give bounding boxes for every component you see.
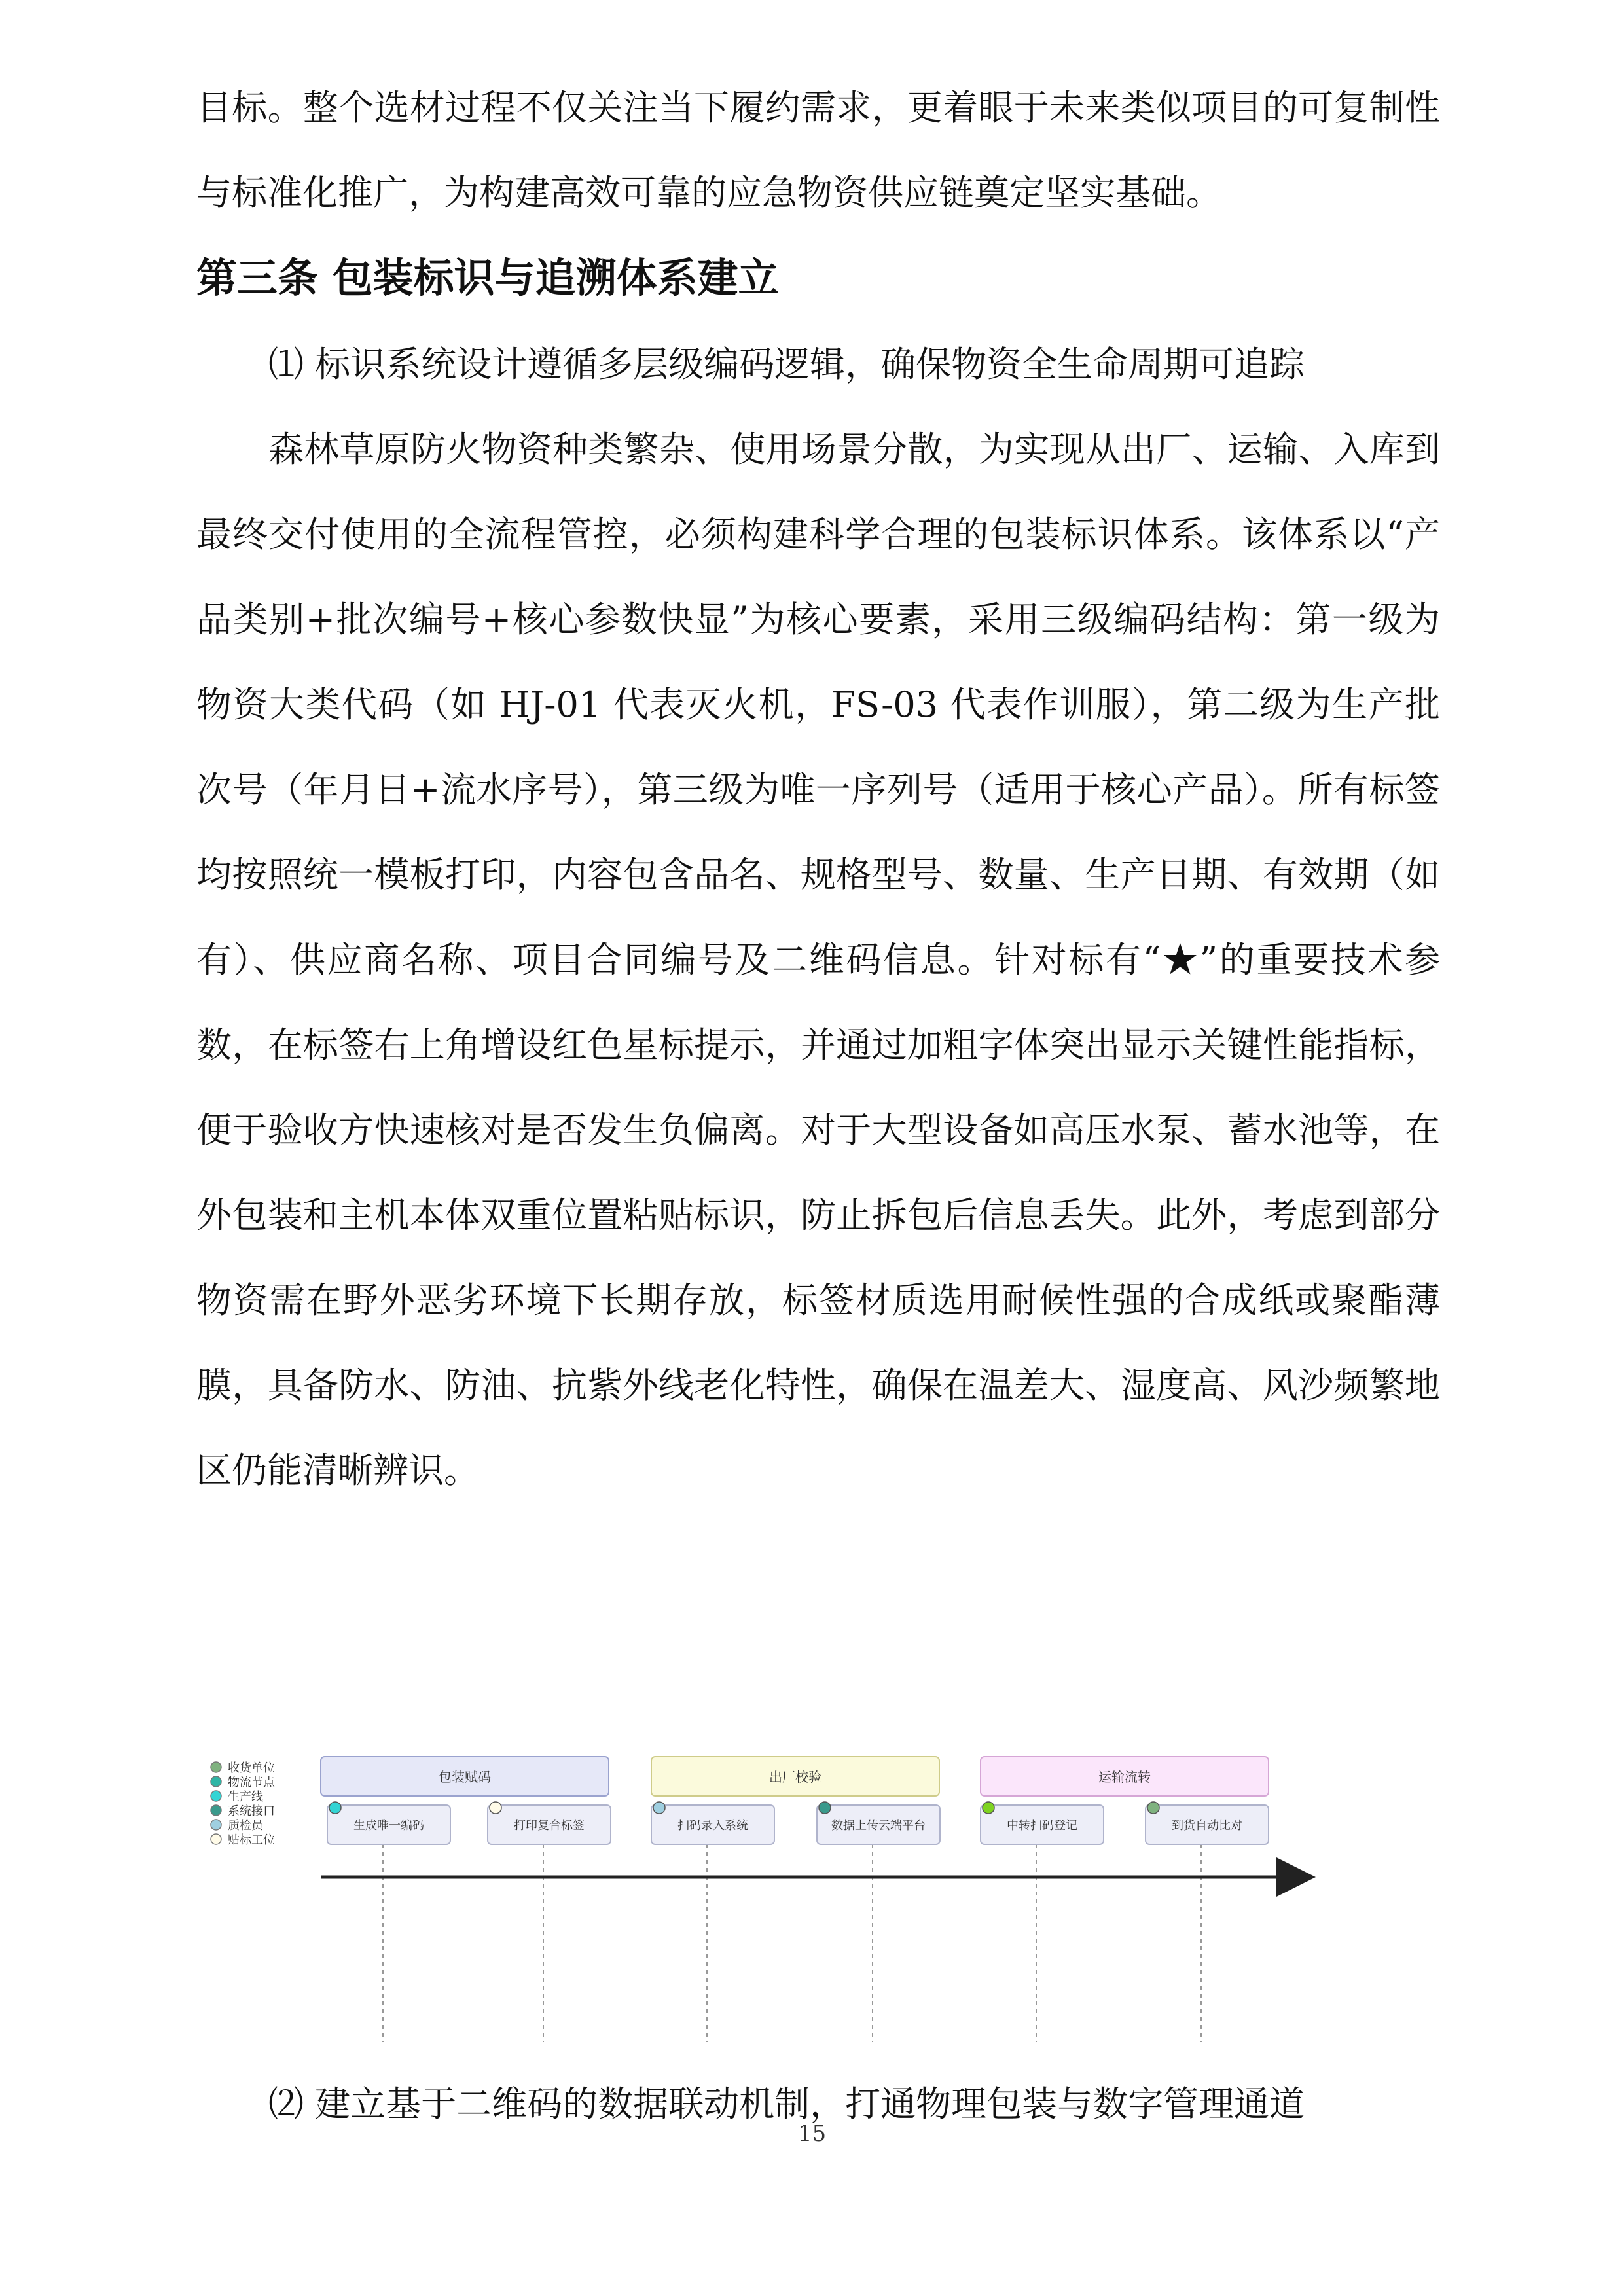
legend-dot bbox=[211, 1834, 221, 1844]
subsection-heading-2: ⑵ 建立基于二维码的数据联动机制，打通物理包装与数字管理通道 bbox=[268, 2083, 1305, 2125]
paragraph-main: 森林草原防火物资种类繁杂、使用场景分散，为实现从出厂、运输、入库到最终交付使用的全流程管控，必须构建科学合理的包装标识体系。该体系以“产品类别+批次编号+核心参数快显”为核心要素，采用三级编码结构：第一级为物资大类代码（如 HJ-01 代表灭火机，FS-03 代表作训服），第二级为生产批次号（年月日+流水序号），第三级为唯一序列号（适用于核心产品）。所有标签均按照统一模板打印，内容包含品名、规格型号、数量、生产日期、有效期（如有）、供应商名称、项目合同编号及二维码信息。针对标有“★”的重要技术参数，在标签右上角增设红色星标提示，并通过加粗字体突出显示关键性能指标，便于验收方快速核对是否发生负偏离。对于大型设备如高压水泵、蓄水池等，在外包装和主机本体双重位置粘贴标识，防止拆包后信息丢失。此外，考虑到部分物资需在野外恶劣环境下长期存放，标签材质选用耐候性强的合成纸或聚酯薄膜，具备防水、防油、抗紫外线老化特性，确保在温差大、湿度高、风沙频繁地区仍能清晰辨识。 bbox=[196, 429, 1440, 1491]
legend-label: 生产线 bbox=[228, 1790, 263, 1804]
timeline-diagram bbox=[0, 1728, 1624, 2094]
legend-dot bbox=[211, 1762, 221, 1772]
step-dot bbox=[1147, 1802, 1159, 1814]
legend-dot bbox=[211, 1805, 221, 1816]
legend-label: 收货单位 bbox=[228, 1761, 275, 1775]
legend-dot bbox=[211, 1776, 221, 1787]
step-label: 生成唯一编码 bbox=[353, 1819, 424, 1833]
paragraph-intro: 目标。整个选材过程不仅关注当下履约需求，更着眼于未来类似项目的可复制性与标准化推广，为构建高效可靠的应急物资供应链奠定坚实基础。 bbox=[196, 87, 1440, 213]
step-dot bbox=[819, 1802, 831, 1814]
step-dot bbox=[983, 1802, 994, 1814]
phase-label: 运输流转 bbox=[1098, 1769, 1151, 1785]
step-dot bbox=[329, 1802, 341, 1814]
legend-label: 贴标工位 bbox=[228, 1833, 275, 1847]
legend-dot bbox=[211, 1820, 221, 1830]
legend-label: 系统接口 bbox=[228, 1804, 275, 1818]
page-number: 15 bbox=[797, 2121, 827, 2147]
step-dot bbox=[490, 1802, 501, 1814]
section-heading: 第三条 包装标识与追溯体系建立 bbox=[196, 254, 779, 302]
phase-label: 包装赋码 bbox=[439, 1769, 491, 1785]
step-dot bbox=[653, 1802, 665, 1814]
step-label: 打印复合标签 bbox=[514, 1819, 585, 1833]
step-label: 扫码录入系统 bbox=[677, 1819, 748, 1833]
legend-dot bbox=[211, 1791, 221, 1801]
step-label: 到货自动比对 bbox=[1172, 1819, 1242, 1833]
legend-label: 物流节点 bbox=[228, 1776, 275, 1789]
legend-label: 质检员 bbox=[228, 1819, 263, 1833]
phase-label: 出厂校验 bbox=[769, 1769, 821, 1785]
step-label: 数据上传云端平台 bbox=[831, 1819, 926, 1833]
subsection-heading-1: ⑴ 标识系统设计遵循多层级编码逻辑，确保物资全生命周期可追踪 bbox=[268, 344, 1305, 385]
step-label: 中转扫码登记 bbox=[1007, 1819, 1077, 1833]
